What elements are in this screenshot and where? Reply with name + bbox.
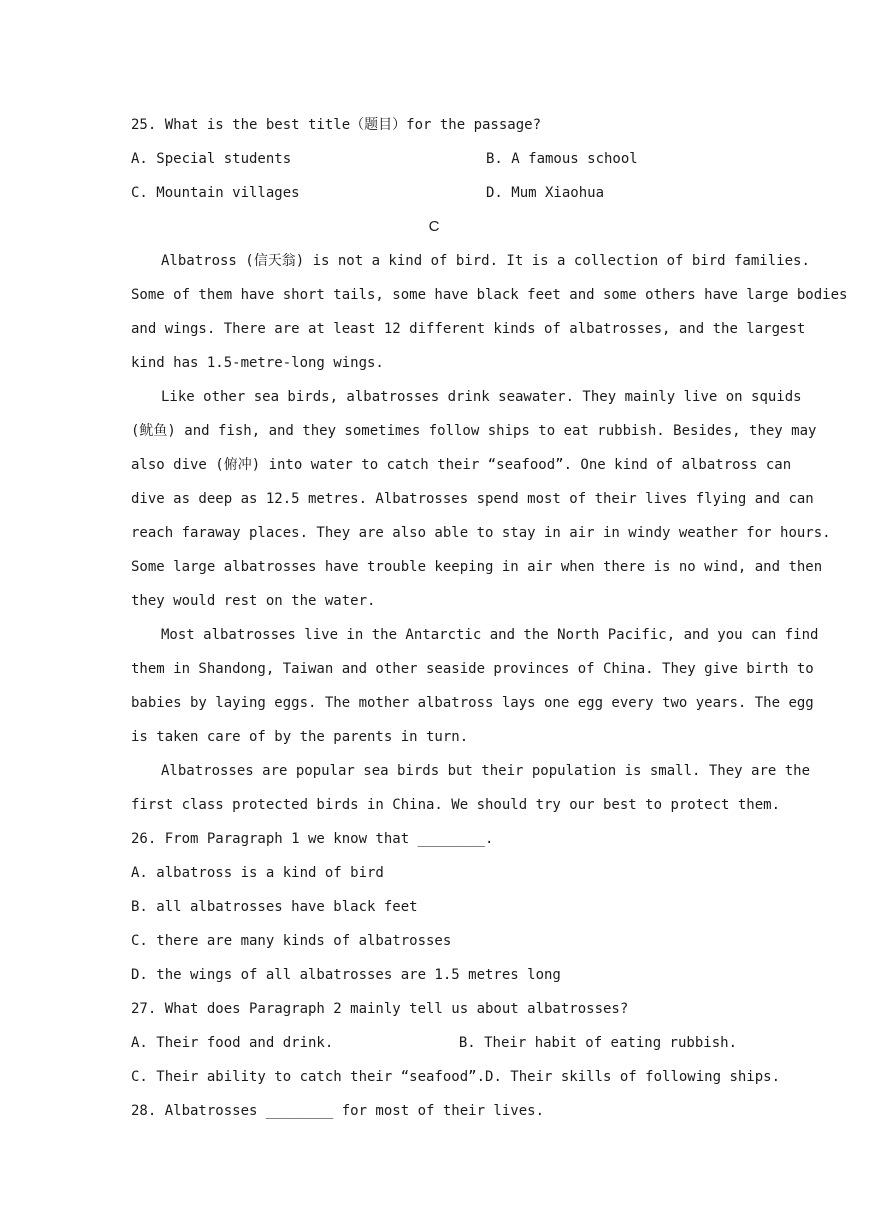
passage-paragraph-4	[131, 754, 811, 822]
question-25-options-row-1	[131, 142, 737, 176]
passage-line: also dive (俯冲) into water to catch their “seafood”. One kind of albatross can	[131, 457, 792, 473]
passage-line: (鱿鱼) and fish, and they sometimes follow ships to eat rubbish. Besides, they may	[131, 423, 817, 439]
question-27-stem: 27. What does Paragraph 2 mainly tell us about albatrosses?	[131, 1001, 629, 1017]
passage-line: reach faraway places. They are also able to stay in air in windy weather for hours.	[131, 525, 831, 541]
passage-line: Like other sea birds, albatrosses drink seawater. They mainly live on squids	[161, 389, 802, 405]
section-heading: C	[428, 218, 440, 235]
question-25-stem: 25. What is the best title（题目）for the passage?	[131, 117, 542, 133]
passage-line: is taken care of by the parents in turn.	[131, 729, 469, 745]
question-25-option-c: C. Mountain villages	[131, 185, 300, 201]
passage-line: and wings. There are at least 12 different kinds of albatrosses, and the largest	[131, 321, 806, 337]
passage-line: kind has 1.5-metre-long wings.	[131, 355, 384, 371]
question-27-options-row-2	[131, 1060, 781, 1094]
question-26-stem: 26. From Paragraph 1 we know that ________.	[131, 831, 494, 847]
passage-paragraph-1	[131, 244, 848, 380]
passage-line: Albatross (信天翁) is not a kind of bird. It is a collection of bird families.	[161, 253, 810, 269]
question-26-option-b: B. all albatrosses have black feet	[131, 899, 418, 915]
passage-line: Some of them have short tails, some have black feet and some others have large bodies	[131, 287, 848, 303]
passage-line: babies by laying eggs. The mother albatross lays one egg every two years. The egg	[131, 695, 814, 711]
question-26-option-c: C. there are many kinds of albatrosses	[131, 933, 452, 949]
passage-line: Albatrosses are popular sea birds but their population is small. They are the	[161, 763, 811, 779]
passage-paragraph-2	[131, 380, 831, 618]
question-28-stem: 28. Albatrosses ________ for most of their lives.	[131, 1103, 545, 1119]
question-27-options-row-1	[131, 1026, 737, 1060]
question-25-option-a: A. Special students	[131, 151, 292, 167]
question-27-option-c: C. Their ability to catch their “seafood”.	[131, 1069, 486, 1085]
passage-line: they would rest on the water.	[131, 593, 376, 609]
question-25-option-b: B. A famous school	[486, 151, 638, 167]
passage-line: Most albatrosses live in the Antarctic and the North Pacific, and you can find	[161, 627, 819, 643]
passage-paragraph-3	[131, 618, 819, 754]
question-25-options-row-2	[131, 176, 737, 210]
passage-line: dive as deep as 12.5 metres. Albatrosses spend most of their lives flying and can	[131, 491, 814, 507]
question-25-option-d: D. Mum Xiaohua	[486, 185, 605, 201]
question-27-option-b: B. Their habit of eating rubbish.	[458, 1035, 737, 1051]
question-27-option-d: D. Their skills of following ships.	[485, 1069, 781, 1085]
question-26-option-d: D. the wings of all albatrosses are 1.5 metres long	[131, 967, 561, 983]
passage-line: Some large albatrosses have trouble keeping in air when there is no wind, and then	[131, 559, 823, 575]
question-27-option-a: A. Their food and drink.	[131, 1035, 334, 1051]
document-page	[131, 108, 848, 1128]
question-26-option-a: A. albatross is a kind of bird	[131, 865, 384, 881]
passage-line: first class protected birds in China. We should try our best to protect them.	[131, 797, 781, 813]
passage-line: them in Shandong, Taiwan and other seaside provinces of China. They give birth to	[131, 661, 814, 677]
